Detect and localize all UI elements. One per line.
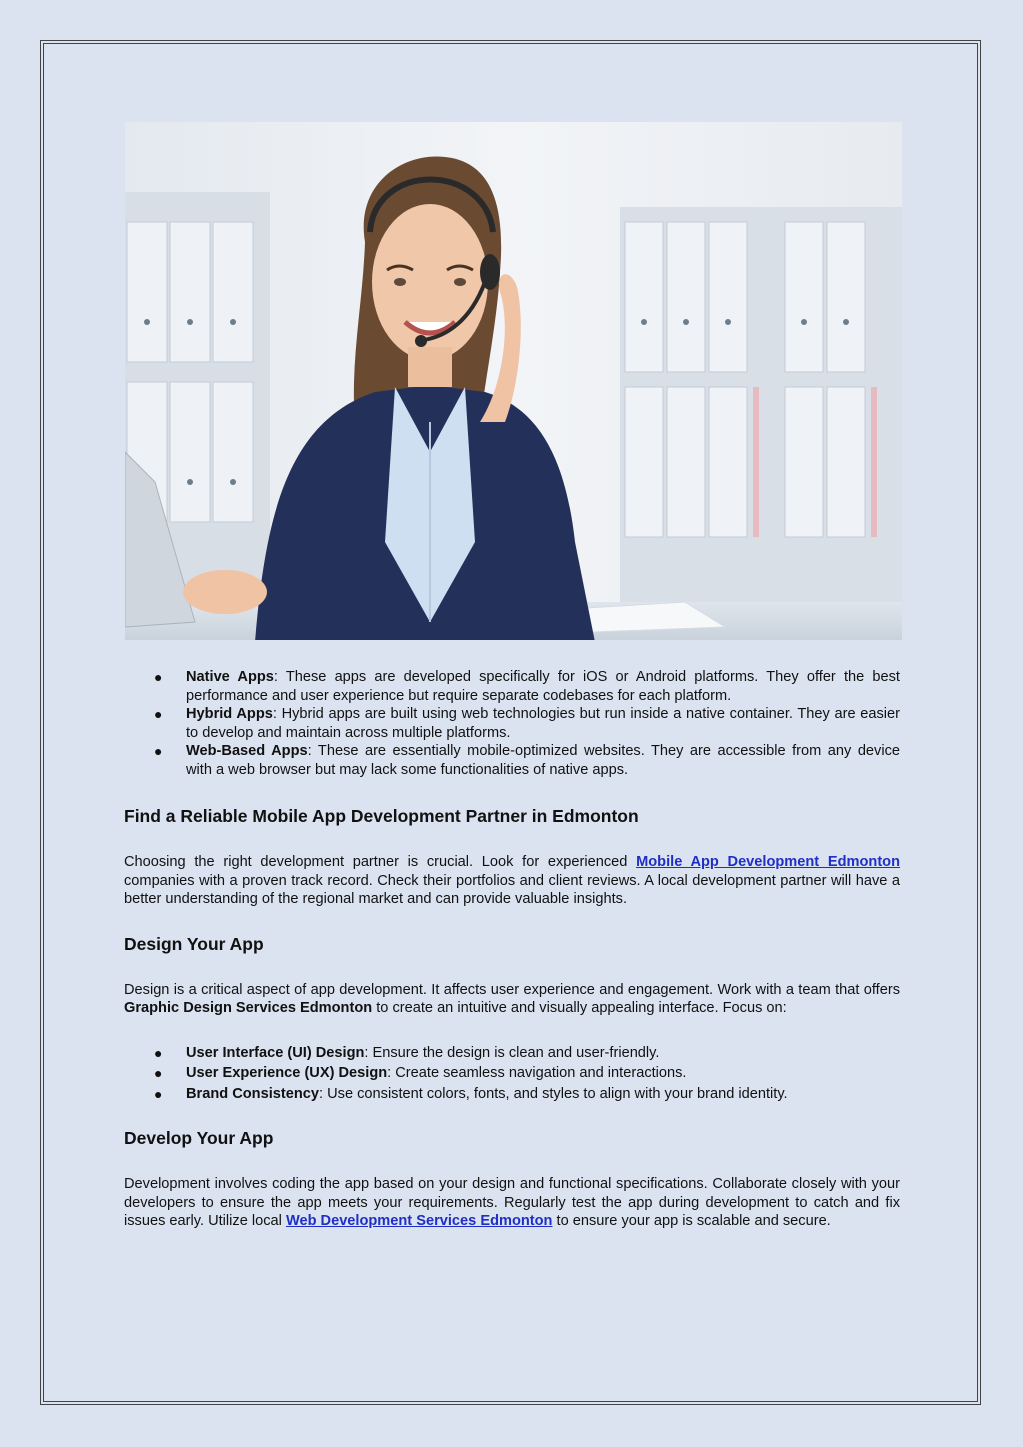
paragraph-partner: [124, 853, 900, 909]
design-focus-list: [124, 1044, 900, 1104]
list-item-text: : These are essentially mobile-optimized websites. They are accessible from any device with a web browser but may lack some functionalities of native apps.: [186, 743, 901, 778]
section-heading-design: Design Your App: [124, 933, 264, 954]
list-item: [124, 1064, 900, 1083]
list-item-term: Native Apps: [186, 669, 274, 685]
app-types-list: [124, 668, 900, 779]
list-item-text: : Create seamless navigation and interactions.: [387, 1065, 687, 1081]
paragraph-text: companies with a proven track record. Check their portfolios and client reviews. A local development partner will have a better understanding of the regional market and can provide valuable insights.: [124, 872, 900, 907]
web-development-services-link[interactable]: Web Development Services Edmonton: [285, 1213, 553, 1229]
paragraph-text: Development involves coding the app based on your design and functional specifications. Collaborate closely with your developers to ensure the app meets your requirements. Regularly test the app during development to catch and fix issues early. Utilize local: [124, 1176, 900, 1229]
list-item-term: Brand Consistency: [186, 1085, 319, 1102]
list-item-term: User Experience (UX) Design: [186, 1065, 388, 1081]
bullet-icon: ●: [154, 743, 163, 759]
bullet-icon: ●: [154, 1085, 163, 1102]
list-item: [124, 668, 900, 705]
paragraph-text: Choosing the right development partner is crucial. Look for experienced: [124, 854, 637, 870]
list-item-text: : Ensure the design is clean and user-friendly.: [364, 1044, 660, 1061]
bullet-icon: ●: [154, 1065, 163, 1081]
paragraph-text: to create an intuitive and visually appealing interface. Focus on:: [372, 1000, 787, 1016]
mobile-app-development-link[interactable]: Mobile App Development Edmonton: [636, 854, 901, 870]
list-item: [124, 742, 900, 779]
list-item: [124, 1044, 900, 1063]
photo-illustration: [125, 122, 902, 640]
list-item: [124, 705, 900, 742]
section-heading-partner: Find a Reliable Mobile App Development Partner in Edmonton: [124, 806, 639, 826]
paragraph-text: Design is a critical aspect of app development. It affects user experience and engagement. Work with a team that offers: [124, 981, 900, 998]
list-item-term: Hybrid Apps: [186, 706, 273, 722]
paragraph-design: [124, 981, 900, 1018]
bullet-icon: ●: [154, 706, 163, 722]
list-item-term: Web-Based Apps: [186, 743, 308, 759]
list-item: [124, 1085, 900, 1104]
bullet-icon: ●: [154, 669, 163, 685]
article-content: [124, 666, 900, 1231]
paragraph-text: to ensure your app is scalable and secure.: [552, 1213, 831, 1229]
list-item-text: : These apps are developed specifically for iOS or Android platforms. They offer the best performance and user experience but require separate codebases for each platform.: [186, 669, 900, 704]
list-item-term: User Interface (UI) Design: [186, 1044, 365, 1061]
paragraph-develop: [124, 1175, 900, 1231]
hero-photo: [125, 122, 902, 640]
list-item-text: : Use consistent colors, fonts, and styles to align with your brand identity.: [319, 1085, 788, 1102]
paragraph-bold: Graphic Design Services Edmonton: [124, 1000, 373, 1016]
bullet-icon: ●: [154, 1044, 163, 1061]
list-item-text: : Hybrid apps are built using web technologies but run inside a native container. They are easier to develop and maintain across multiple platforms.: [186, 706, 901, 741]
section-heading-develop: Develop Your App: [124, 1128, 274, 1148]
